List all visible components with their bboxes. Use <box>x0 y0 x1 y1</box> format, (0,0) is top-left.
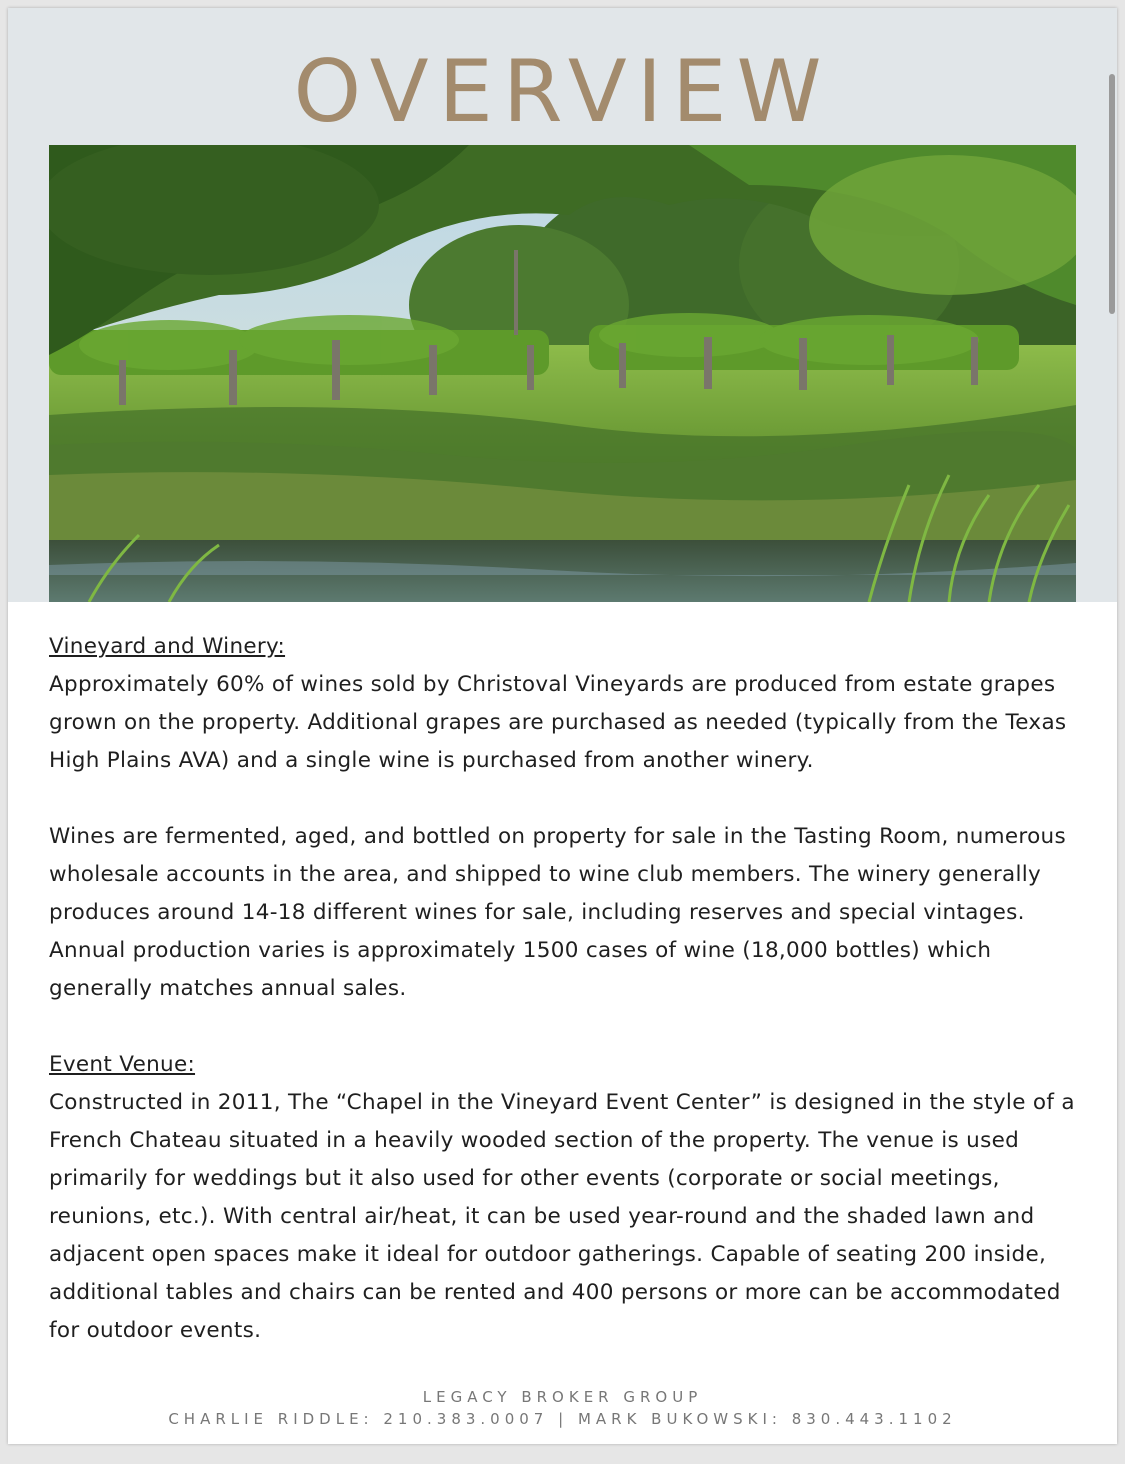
spacer <box>49 780 1079 818</box>
footer-company: LEGACY BROKER GROUP <box>422 1388 703 1406</box>
page-title: OVERVIEW <box>293 42 832 142</box>
venue-heading: Event Venue: <box>49 1052 196 1077</box>
page-footer <box>8 1386 1117 1430</box>
spacer <box>49 1008 1079 1046</box>
vineyard-paragraph-1: Approximately 60% of wines sold by Christoval Vineyards are produced from estate grapes grown on the property. Additional grapes are purchased as needed (typically from the Texas High Plains AVA) and a single wine is purchased from another winery. <box>49 672 1067 773</box>
vineyard-heading: Vineyard and Winery: <box>49 634 286 659</box>
vineyard-paragraph-2: Wines are fermented, aged, and bottled on property for sale in the Tasting Room, numerous wholesale accounts in the area, and shipped to wine club members. The winery generally produces around 14-18 different wines for sale, including reserves and special vintages. Annual production varies is approximately 1500 cases of wine (18,000 bottles) which generally matches annual sales. <box>49 824 1066 1001</box>
body-content <box>49 628 1079 1350</box>
venue-paragraph-1: Constructed in 2011, The “Chapel in the Vineyard Event Center” is designed in the style of a French Chateau situated in a heavily wooded section of the property. The venue is used primarily for weddings but it also used for other events (corporate or social meetings, reunions, etc.). With central air/heat, it can be used year-round and the shaded lawn and adjacent open spaces make it ideal for outdoor gatherings. Capable of seating 200 inside, additional tables and chairs can be rented and 400 persons or more can be accommodated for outdoor events. <box>49 1090 1075 1343</box>
footer-contacts: CHARLIE RIDDLE: 210.383.0007 | MARK BUKOWSKI: 830.443.1102 <box>168 1410 957 1428</box>
scrollbar[interactable] <box>1109 74 1115 314</box>
vineyard-photo <box>49 145 1076 602</box>
document-page <box>8 8 1117 1444</box>
